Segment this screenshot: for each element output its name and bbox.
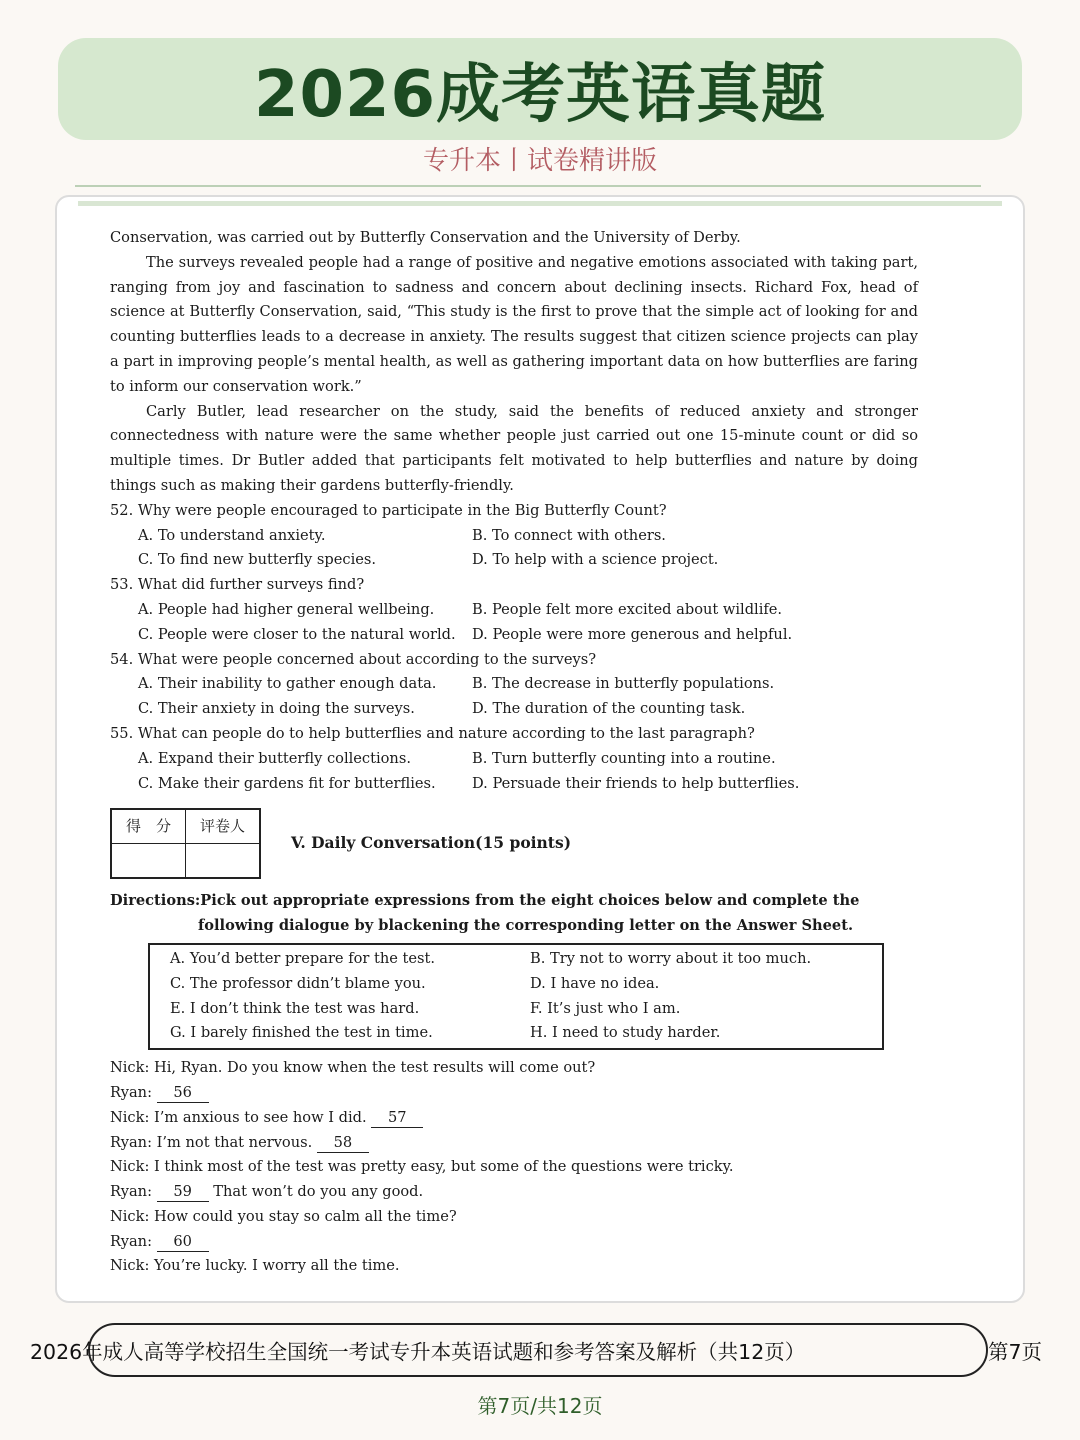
question-options xyxy=(110,747,918,797)
choice-e: E. I don’t think the test was hard. xyxy=(170,999,420,1017)
speaker: Nick: xyxy=(110,1257,150,1275)
option-d: D. Persuade their friends to help butterflies. xyxy=(472,774,800,792)
question-options xyxy=(110,524,918,574)
dialogue-text: I think most of the test was pretty easy, but some of the questions were tricky. xyxy=(149,1158,734,1176)
choice-d: D. I have no idea. xyxy=(530,974,660,992)
footer-caption: 2026年成人高等学校招生全国统一考试专升本英语试题和参考答案及解析（共12页） xyxy=(30,1340,806,1364)
question-options xyxy=(110,598,918,648)
question-stem: 53. What did further surveys find? xyxy=(110,576,365,594)
dialogue-text: That won’t do you any good. xyxy=(208,1183,424,1201)
option-b: B. Turn butterfly counting into a routine. xyxy=(472,749,776,767)
section-title: V. Daily Conversation(15 points) xyxy=(291,833,572,853)
answer-blank-57: 57 xyxy=(371,1109,423,1128)
dialogue-line xyxy=(110,1254,918,1279)
speaker: Ryan: xyxy=(110,1183,152,1201)
speaker: Ryan: xyxy=(110,1133,152,1151)
option-d: D. The duration of the counting task. xyxy=(472,700,746,718)
dialogue-line xyxy=(110,1106,918,1131)
dialogue-line xyxy=(110,1131,918,1156)
page-title: 2026成考英语真题 xyxy=(253,58,827,132)
question-53 xyxy=(110,573,918,647)
option-a: A. Expand their butterfly collections. xyxy=(138,749,411,767)
divider-line xyxy=(75,185,981,187)
directions-line-1: Pick out appropriate expressions from the eight choices below and complete the xyxy=(200,892,860,910)
question-stem: 54. What were people concerned about according to the surveys? xyxy=(110,650,597,668)
question-55 xyxy=(110,722,918,796)
directions-line-2: following dialogue by blackening the corresponding letter on the Answer Sheet. xyxy=(198,917,854,935)
option-a: A. Their inability to gather enough data. xyxy=(138,675,437,693)
option-a: A. To understand anxiety. xyxy=(138,526,326,544)
dialogue-line xyxy=(110,1230,918,1255)
dialogue-line xyxy=(110,1180,918,1205)
choice-c: C. The professor didn’t blame you. xyxy=(170,974,426,992)
footer-page-number: 第7页 xyxy=(988,1340,1043,1364)
exam-document xyxy=(110,226,918,1279)
grader-cell xyxy=(186,844,261,879)
passage-paragraph-2: The surveys revealed people had a range of positive and negative emotions associated with taking part, ranging from joy and fascination to sadness and concern about declining insects. Richard Fox, head of science at Butterfly Conservation, said, “This study is the first to prove that the simple act of looking for and counting butterflies leads to a decrease in anxiety. The results suggest that citizen science projects can play a part in improving people’s mental health, as well as gathering important data on how butterflies are faring to inform our conservation work.” xyxy=(110,253,918,395)
choice-h: H. I need to study harder. xyxy=(530,1024,721,1042)
directions-label: Directions: xyxy=(110,892,201,910)
answer-blank-60: 60 xyxy=(157,1233,209,1252)
pager: 第7页/共12页 xyxy=(477,1394,603,1418)
grader-header: 评卷人 xyxy=(186,809,261,844)
question-options xyxy=(110,672,918,722)
option-c: C. Their anxiety in doing the surveys. xyxy=(138,700,415,718)
option-a: A. People had higher general wellbeing. xyxy=(138,600,435,618)
speaker: Nick: xyxy=(110,1158,150,1176)
option-d: D. People were more generous and helpful. xyxy=(472,625,793,643)
divider-bar xyxy=(78,201,1002,206)
speaker: Nick: xyxy=(110,1207,150,1225)
passage-paragraph-3: Carly Butler, lead researcher on the study, said the benefits of reduced anxiety and stronger connectedness with nature were the same whether people just carried out one 15-minute count or did so multiple times. Dr Butler added that participants felt motivated to help butterflies and nature by doing things such as making their gardens butterfly-friendly. xyxy=(110,402,918,494)
dialogue-text: You’re lucky. I worry all the time. xyxy=(149,1257,400,1275)
dialogue-text: I’m not that nervous. xyxy=(152,1133,317,1151)
score-header: 得 分 xyxy=(111,809,186,844)
score-cell xyxy=(111,844,186,879)
answer-blank-59: 59 xyxy=(157,1183,209,1202)
speaker: Nick: xyxy=(110,1108,150,1126)
page-subtitle: 专升本丨试卷精讲版 xyxy=(422,146,657,176)
choice-g: G. I barely finished the test in time. xyxy=(170,1024,433,1042)
speaker: Nick: xyxy=(110,1059,150,1077)
directions xyxy=(110,889,918,914)
choice-a: A. You’d better prepare for the test. xyxy=(170,949,436,967)
passage-paragraph-1: Conservation, was carried out by Butterfly Conservation and the University of Derby. xyxy=(110,229,741,246)
question-stem: 52. Why were people encouraged to participate in the Big Butterfly Count? xyxy=(110,501,667,519)
dialogue-text: I’m anxious to see how I did. xyxy=(149,1108,372,1126)
question-54 xyxy=(110,648,918,722)
option-b: B. The decrease in butterfly populations. xyxy=(472,675,775,693)
dialogue-line xyxy=(110,1081,918,1106)
dialogue-text: How could you stay so calm all the time? xyxy=(149,1207,457,1225)
choices-box xyxy=(148,943,884,1050)
dialogue-line xyxy=(110,1155,918,1180)
answer-blank-58: 58 xyxy=(317,1134,369,1153)
option-b: B. People felt more excited about wildlife. xyxy=(472,600,783,618)
speaker: Ryan: xyxy=(110,1232,152,1250)
dialogue-line xyxy=(110,1056,918,1081)
section-header xyxy=(110,808,918,879)
speaker: Ryan: xyxy=(110,1083,152,1101)
option-d: D. To help with a science project. xyxy=(472,551,719,569)
option-c: C. People were closer to the natural world. xyxy=(138,625,456,643)
choice-f: F. It’s just who I am. xyxy=(530,999,681,1017)
dialogue xyxy=(110,1056,918,1279)
title-banner xyxy=(58,38,1022,140)
dialogue-text: Hi, Ryan. Do you know when the test results will come out? xyxy=(149,1059,596,1077)
score-table xyxy=(110,808,261,879)
question-52 xyxy=(110,499,918,573)
answer-blank-56: 56 xyxy=(157,1084,209,1103)
option-c: C. To find new butterfly species. xyxy=(138,551,377,569)
option-c: C. Make their gardens fit for butterflies. xyxy=(138,774,436,792)
option-b: B. To connect with others. xyxy=(472,526,666,544)
dialogue-line xyxy=(110,1205,918,1230)
question-stem: 55. What can people do to help butterflies and nature according to the last paragraph? xyxy=(110,724,755,742)
choice-b: B. Try not to worry about it too much. xyxy=(530,949,812,967)
